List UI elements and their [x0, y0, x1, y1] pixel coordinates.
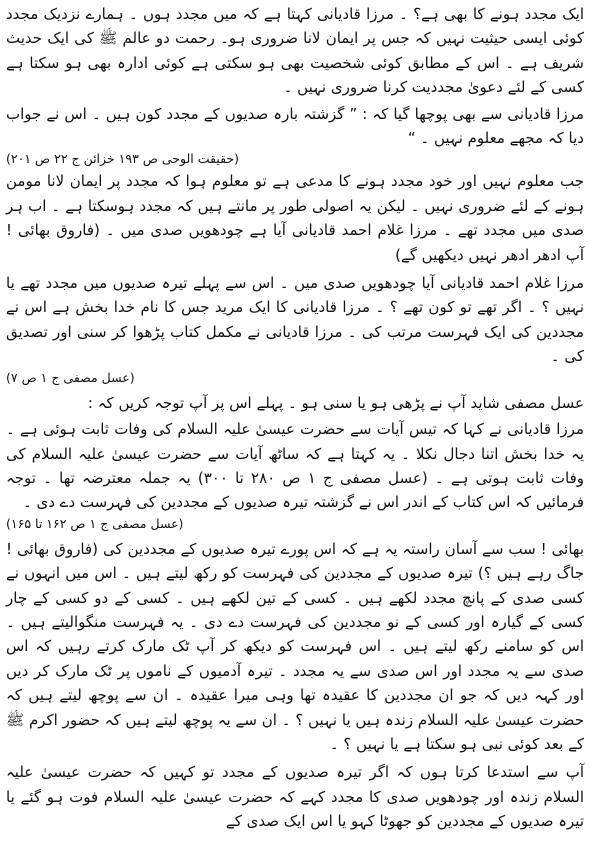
- paragraph-text: مرزا قادیانی سے بھی پوچھا گیا کہ : ” گزشتہ بارہ صدیوں کے مجدد کون ہیں ۔ اس نے جواب دیا کہ مجھے معلوم نہیں ۔ “: [6, 104, 584, 148]
- document-page: [6, 2, 584, 865]
- paragraph-7: [6, 537, 584, 757]
- paragraph-text: مرزا قادیانی نے کہا کہ تیس آیات سے حضرت عیسیٰ علیہ السلام کی وفات ثابت ہوئی ہے ۔ یہ خدا بخش اتنا دجال نکلا ۔ یہ کہتا ہے کہ ساٹھ آیات سے حضرت عیسیٰ علیہ السلام کی وفات ثابت ہوتی ہے ۔ (عسل مصفی ج ۱ ص ۲۸۰ تا ۳۰۰) یہ جملہ معترضہ تھا ۔ توجہ فرمائیں کہ اس کتاب کے اندر اس نے گزشتہ تیرہ صدیوں کے مجددین کی فہرست دے دی ۔: [6, 420, 585, 512]
- paragraph-4: [6, 271, 584, 369]
- paragraph-text: عسل مصفی شاید آپ نے پڑھی ہو یا سنی ہو ۔ پہلے اس پر آپ توجہ کریں کہ :: [87, 393, 584, 412]
- paragraph-2: [6, 102, 584, 151]
- paragraph-5: [6, 391, 584, 415]
- paragraph-8: [6, 760, 584, 833]
- citation: (حقیقت الوحی ص ۱۹۳ خزائن ج ۲۲ ص ۲۰۱): [6, 151, 240, 167]
- paragraph-6: [6, 417, 584, 515]
- paragraph-text: ایک مجدد ہونے کا بھی ہے؟ ۔ مرزا قادیانی کہتا ہے کہ میں مجدد ہوں ۔ ہمارے نزدیک مجدد کوئی ایسی حیثیت نہیں کہ جس پر ایمان لانا ضروری ہو۔ رحمت دو عالم ﷺ کی ایک حدیث شریف ہے ۔ اس کے مطابق کوئی شخصیت بھی ہو سکتی ہے کوئی ادارہ بھی ہو سکتا ہے کسی کے لئے دعویٰ مجددیت کرنا ضروری نہیں ۔: [6, 5, 584, 97]
- paragraph-3: [6, 169, 584, 267]
- paragraph-text: مرزا غلام احمد قادیانی آیا چودھویں صدی میں ۔ اس سے پہلے تیرہ صدیوں میں مجدد تھے یا نہیں ؟ ۔ اگر تھے تو کون تھے ؟ ۔ مرزا قادیانی کا ایک مرید جس کا نام خدا بخش ہے اس نے مجددین کی ایک فہرست مرتب کی ۔ مرزا قادیانی نے مکمل کتاب پڑھوا کر سنی اور تصدیق کی ۔: [6, 274, 584, 366]
- paragraph-text: بھائی ! سب سے آسان راستہ یہ ہے کہ اس پورے تیرہ صدیوں کے مجددین کی (فاروق بھائی ! جاگ رہے ہیں ؟) تیرہ صدیوں کے مجددین کی فہرست کو رکھ لیتے ہیں ۔ اس میں انہوں نے کسی صدی کے پانچ مجدد لکھے ہیں ۔ کسی کے تین لکھے ہیں ۔ کسی کے دو کسی کے چار کسی کے گیارہ اور کسی کے نو مجددین کی فہرست دے دی ۔ یہ فہرست منگوالیتے ہیں ۔ اس کو سامنے رکھ لیتے ہیں ۔ اس فہرست کو دیکھ کر آپ ٹک مارک کرتے رہیں کہ اس صدی سے یہ مجدد اور اس صدی سے یہ مجدد ۔ تیرہ آدمیوں کے ناموں پر ٹک مارک کر دیں اور کہہ دیں کہ جو ان مجددین کا عقیدہ تھا وہی میرا عقیدہ ۔ ان سے پوچھ لیتے ہیں کہ حضرت عیسیٰ علیہ السلام زندہ ہیں یا نہیں ؟ ۔ ان سے یہ پوچھ لیتے ہیں کہ حضور اکرم ﷺ کے بعد کوئی نبی ہو سکتا ہے یا نہیں ؟ ۔: [6, 539, 584, 753]
- citation: (عسل مصفی ج ۱ ص ۱۶۲ تا ۱۶۵): [6, 515, 184, 531]
- paragraph-text: آپ سے استدعا کرتا ہوں کہ اگر تیرہ صدیوں کے مجدد تو کہیں کہ حضرت عیسیٰ علیہ السلام زندہ اور چودھویں صدی کا مجدد کہے کہ حضرت عیسیٰ علیہ السلام فوت ہو گئے یا تیرہ صدیوں کے مجددین کو جھوٹا کہو یا اس ایک صدی کے: [6, 763, 584, 831]
- citation: (عسل مصفی ج ۱ ص ۷): [6, 369, 135, 385]
- paragraph-1: [6, 2, 584, 100]
- paragraph-text: جب معلوم نہیں اور خود مجدد ہونے کا مدعی ہے تو معلوم ہوا کہ مجدد پر ایمان لانا مومن ہونے کے لئے ضروری نہیں ۔ لیکن یہ اصولی طور پر مانتے ہیں کہ مجدد ہوسکتا ہے ۔ اب ہر صدی میں مجدد تھے ۔ مرزا غلام احمد قادیانی آیا ہے چودھویں صدی میں ۔ (فاروق بھائی ! آپ ادھر ادھر نہیں دیکھیں گے): [6, 172, 584, 264]
